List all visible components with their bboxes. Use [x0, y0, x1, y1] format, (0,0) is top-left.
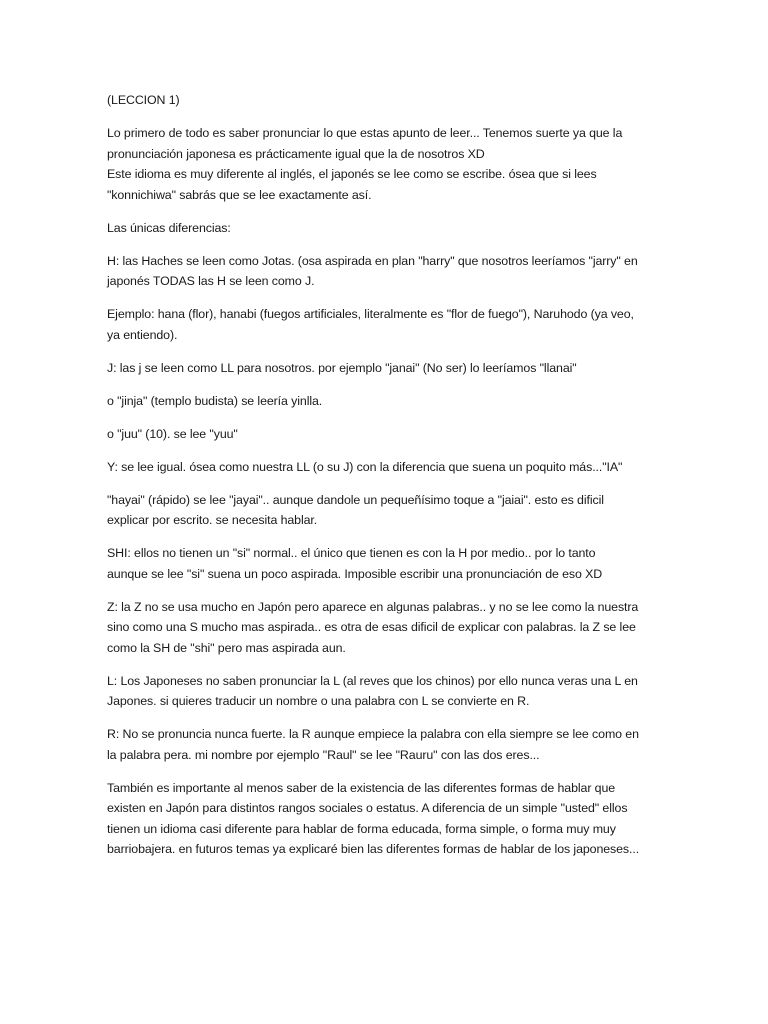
example-jinja-paragraph: o "jinja" (templo budista) se leería yinlla. [107, 393, 323, 408]
intro-paragraph: Lo primero de todo es saber pronunciar lo que estas apunto de leer... Tenemos suerte ya que la pronunciación japonesa es prácticamente igual que la de nosotros XD Este idioma es muy diferente al inglés, el japonés se lee como se escribe. ósea que si lees "konnichiwa" sabrás que se lee exactamente así. [107, 126, 623, 202]
rule-h-paragraph: H: las Haches se leen como Jotas. (osa aspirada en plan "harry" que nosotros leeríamos "jarry" en japonés TODAS las H se leen como J. [107, 253, 638, 288]
example-juu-paragraph: o "juu" (10). se lee "yuu" [107, 426, 238, 441]
lesson-title: (LECCION 1) [107, 93, 180, 107]
example-h-paragraph: Ejemplo: hana (flor), hanabi (fuegos artificiales, literalmente es "flor de fuego"), Naruhodo (ya veo, ya entiendo). [107, 307, 634, 342]
document-body [107, 90, 667, 872]
rule-shi-paragraph: SHI: ellos no tienen un "si" normal.. el único que tienen es con la H por medio.. por lo tanto aunque se lee "si" suena un poco aspirada. Imposible escribir una pronunciación de eso XD [107, 546, 603, 581]
rule-y-paragraph: Y: se lee igual. ósea como nuestra LL (o su J) con la diferencia que suena un poquito más..."IA" [107, 459, 623, 474]
rule-z-paragraph: Z: la Z no se usa mucho en Japón pero aparece en algunas palabras.. y no se lee como la nuestra sino como una S mucho mas aspirada.. es otra de esas dificil de explicar con palabras. la Z se lee como la SH de "shi" pero mas aspirada aun. [107, 599, 639, 655]
example-hayai-paragraph: "hayai" (rápido) se lee "jayai".. aunque dandole un pequeñísimo toque a "jaiai". esto es dificil explicar por escrito. se necesita hablar. [107, 492, 604, 527]
differences-heading: Las únicas diferencias: [107, 220, 231, 235]
rule-l-paragraph: L: Los Japoneses no saben pronunciar la L (al reves que los chinos) por ello nunca veras una L en Japones. si quieres traducir un nombre o una palabra con L se convierte en R. [107, 673, 638, 708]
speech-levels-paragraph: También es importante al menos saber de la existencia de las diferentes formas de hablar que existen en Japón para distintos rangos sociales o estatus. A diferencia de un simple "usted" ellos tienen un idioma casi diferente para hablar de forma educada, forma simple, o forma muy muy barriobajera. en futuros temas ya explicaré bien las diferentes formas de hablar de los japoneses... [107, 780, 640, 856]
rule-j-paragraph: J: las j se leen como LL para nosotros. por ejemplo "janai" (No ser) lo leeríamos "llanai" [107, 360, 577, 375]
rule-r-paragraph: R: No se pronuncia nunca fuerte. la R aunque empiece la palabra con ella siempre se lee como en la palabra pera. mi nombre por ejemplo "Raul" se lee "Rauru" con las dos eres... [107, 727, 639, 762]
